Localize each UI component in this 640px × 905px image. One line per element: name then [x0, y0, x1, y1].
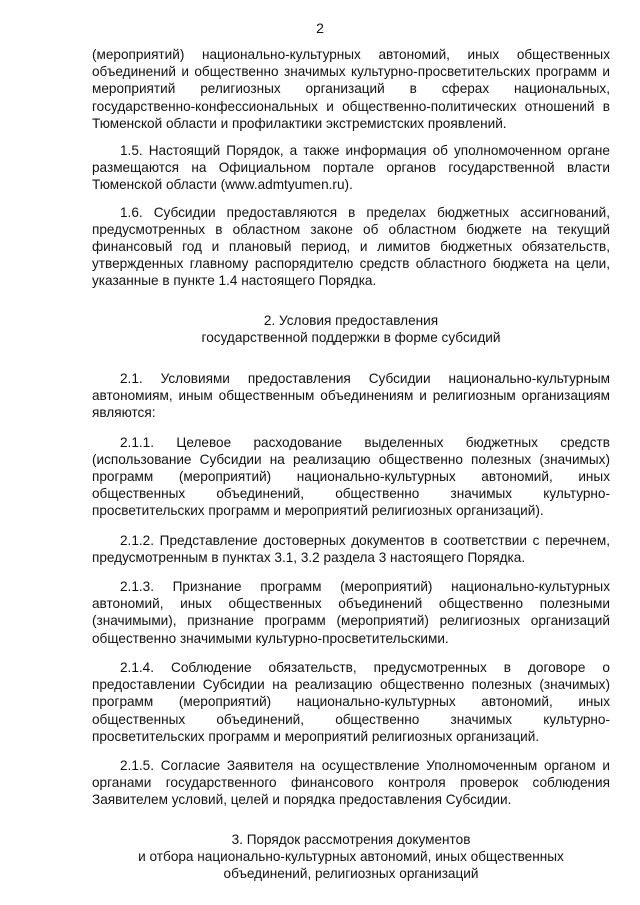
page-number: 2 [316, 20, 324, 36]
paragraph-2-1-4: 2.1.4. Соблюдение обязательств, предусмотренных в договоре о предоставлении Субсидии на реализацию общественно полезных (значимых) программ (мероприятий) национально-культурных автономий, иных общественных объединений, общественно значимых культурно-просветительских программ и мероприятий религиозных организаций. [92, 659, 610, 744]
section-3-heading-line-1: 3. Порядок рассмотрения документов [231, 831, 471, 847]
paragraph-2-1-2: 2.1.2. Представление достоверных документов в соответствии с перечнем, предусмотренным в пунктах 3.1, 3.2 раздела 3 настоящего Порядка. [92, 532, 610, 565]
section-3-heading [92, 831, 610, 883]
section-3-heading-line-2: и отбора национально-культурных автономий, иных общественных [138, 848, 564, 864]
paragraph-2-1-3: 2.1.3. Признание программ (мероприятий) национально-культурных автономий, иных общественных объединений общественно полезными (значимыми), признание программ (мероприятий) религиозных организаций общественно значимыми культурно-просветительскими. [92, 579, 610, 646]
paragraph-intro-continuation: (мероприятий) национально-культурных автономий, иных общественных объединений и общественно значимых культурно-просветительских программ и мероприятий религиозных организаций в сферах национальных, государственно-конфессиональных и общественно-политических отношений в Тюменской области и профилактики экстремистских проявлений. [92, 47, 610, 131]
paragraph-2-1-1: 2.1.1. Целевое расходование выделенных бюджетных средств (использование Субсидии на реализацию общественно полезных (значимых) программ (мероприятий) национально-культурных автономий, иных общественных объединений, общественно значимых культурно-просветительских программ и мероприятий религиозных организаций). [92, 434, 610, 519]
paragraph-2-1: 2.1. Условиями предоставления Субсидии национально-культурным автономиям, иным общественным объединениям и религиозным организациям являются: [92, 371, 610, 421]
document-body [92, 46, 610, 882]
paragraph-2-1-5: 2.1.5. Согласие Заявителя на осуществление Уполномоченным органом и органами государственного финансового контроля проверок соблюдения Заявителем условий, целей и порядка предоставления Субсидии. [92, 757, 610, 808]
section-3-heading-line-3: объединений, религиозных организаций [223, 865, 479, 881]
section-2-heading [92, 312, 610, 346]
paragraph-1-6: 1.6. Субсидии предоставляются в пределах бюджетных ассигнований, предусмотренных в областном законе об областном бюджете на текущий финансовый год и плановый период, и лимитов бюджетных обязательств, утвержденных главному распорядителю средств областного бюджета на цели, указанные в пункте 1.4 настоящего Порядка. [92, 204, 610, 289]
section-2-heading-line-1: 2. Условия предоставления [263, 312, 439, 328]
section-2-heading-line-2: государственной поддержки в форме субсидий [201, 329, 501, 345]
paragraph-1-5: 1.5. Настоящий Порядок, а также информация об уполномоченном органе размещаются на Официальном портале органов государственной власти Тюменской области (www.admtyumen.ru). [92, 143, 610, 193]
